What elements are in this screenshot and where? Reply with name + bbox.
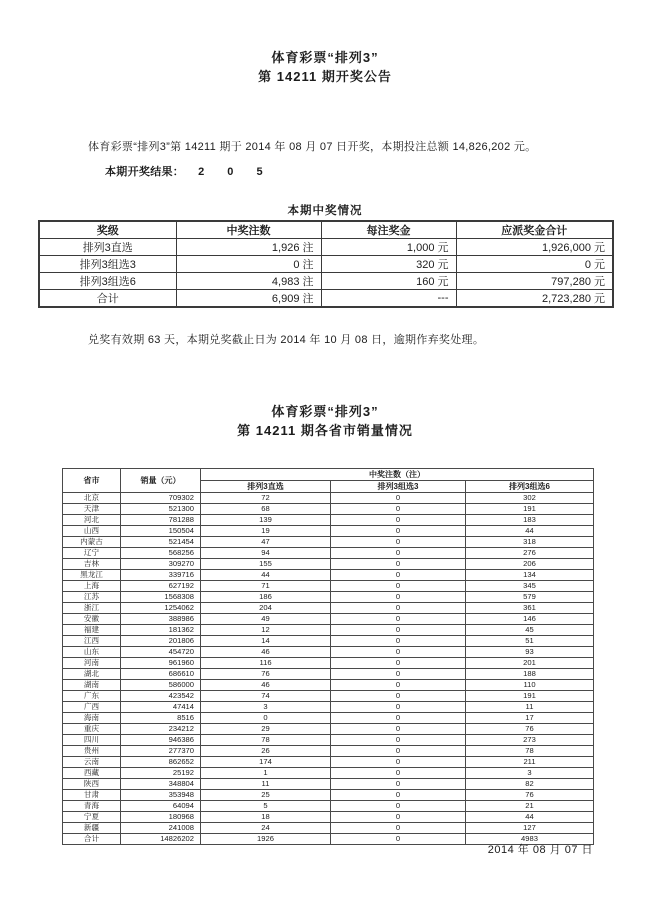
table-row <box>63 581 594 592</box>
draw-result-line <box>105 163 273 179</box>
cell: 0 <box>331 515 466 526</box>
cell: 0 <box>331 834 466 845</box>
cell: 302 <box>466 493 594 504</box>
cell: 6,909 注 <box>176 290 321 308</box>
cell: 0 <box>331 812 466 823</box>
cell: 四川 <box>63 735 121 746</box>
cell: 21 <box>466 801 594 812</box>
cell: 946386 <box>121 735 201 746</box>
cell: 11 <box>466 702 594 713</box>
table-row <box>39 290 613 308</box>
cell: 186 <box>201 592 331 603</box>
table-row <box>63 614 594 625</box>
cell: 174 <box>201 757 331 768</box>
cell: 686610 <box>121 669 201 680</box>
cell: 山东 <box>63 647 121 658</box>
cell: 0 <box>331 713 466 724</box>
cell: 1,000 元 <box>321 239 456 256</box>
cell: 黑龙江 <box>63 570 121 581</box>
cell: 82 <box>466 779 594 790</box>
column-header-win-group: 中奖注数（注） <box>201 469 594 481</box>
cell: 1,926 注 <box>176 239 321 256</box>
cell: 广东 <box>63 691 121 702</box>
cell: 0 <box>331 647 466 658</box>
cell: 146 <box>466 614 594 625</box>
cell: 318 <box>466 537 594 548</box>
cell: 0 <box>331 801 466 812</box>
cell: 贵州 <box>63 746 121 757</box>
cell: 47414 <box>121 702 201 713</box>
announcement-title-line1: 体育彩票“排列3” <box>271 50 379 65</box>
cell: 0 <box>331 702 466 713</box>
cell: 重庆 <box>63 724 121 735</box>
cell: 134 <box>466 570 594 581</box>
cell: 709302 <box>121 493 201 504</box>
cell: 0 <box>331 537 466 548</box>
cell: 14 <box>201 636 331 647</box>
column-header-sales: 销量（元） <box>121 469 201 493</box>
cell: 河北 <box>63 515 121 526</box>
cell: 1254062 <box>121 603 201 614</box>
cell: 0 <box>331 790 466 801</box>
table-row <box>63 768 594 779</box>
cell: 安徽 <box>63 614 121 625</box>
cell: 521300 <box>121 504 201 515</box>
cell: 339716 <box>121 570 201 581</box>
cell: 12 <box>201 625 331 636</box>
cell: 44 <box>466 526 594 537</box>
cell: 广西 <box>63 702 121 713</box>
cell: 353948 <box>121 790 201 801</box>
cell: 586000 <box>121 680 201 691</box>
cell: 4983 <box>466 834 594 845</box>
table-row <box>63 658 594 669</box>
cell: 24 <box>201 823 331 834</box>
cell: 吉林 <box>63 559 121 570</box>
cell: 47 <box>201 537 331 548</box>
cell: 2,723,280 元 <box>456 290 613 308</box>
cell: 110 <box>466 680 594 691</box>
cell: 277370 <box>121 746 201 757</box>
column-header-prize-per-bet: 每注奖金 <box>321 221 456 239</box>
cell: 排列3直选 <box>39 239 176 256</box>
cell: 454720 <box>121 647 201 658</box>
cell: 0 <box>331 669 466 680</box>
cell: 29 <box>201 724 331 735</box>
cell: 4,983 注 <box>176 273 321 290</box>
table-row <box>63 647 594 658</box>
draw-result-value: 2 0 5 <box>198 166 273 178</box>
cell: 45 <box>466 625 594 636</box>
cell: 46 <box>201 680 331 691</box>
table-row <box>63 592 594 603</box>
cell: 甘肃 <box>63 790 121 801</box>
table-row <box>63 537 594 548</box>
cell: 74 <box>201 691 331 702</box>
intro-text: 体育彩票“排列3”第 14211 期于 2014 年 08 月 07 日开奖，本期投注总额 14,826,202 元。 <box>88 141 537 153</box>
cell: 46 <box>201 647 331 658</box>
cell: 新疆 <box>63 823 121 834</box>
cell: 320 元 <box>321 256 456 273</box>
cell: 155 <box>201 559 331 570</box>
table-row <box>39 273 613 290</box>
cell: 福建 <box>63 625 121 636</box>
cell: 8516 <box>121 713 201 724</box>
table-row <box>63 603 594 614</box>
cell: 579 <box>466 592 594 603</box>
cell: 江苏 <box>63 592 121 603</box>
prize-table-caption: 本期中奖情况 <box>287 205 363 217</box>
cell: 191 <box>466 691 594 702</box>
cell: 0 <box>331 581 466 592</box>
cell: 19 <box>201 526 331 537</box>
table-row <box>63 757 594 768</box>
cell: 862652 <box>121 757 201 768</box>
table-row <box>63 691 594 702</box>
table-row <box>63 724 594 735</box>
cell: 云南 <box>63 757 121 768</box>
cell: 49 <box>201 614 331 625</box>
cell: 211 <box>466 757 594 768</box>
cell: 0 <box>331 779 466 790</box>
cell: 浙江 <box>63 603 121 614</box>
cell: 0 <box>331 548 466 559</box>
cell: 191 <box>466 504 594 515</box>
cell: 5 <box>201 801 331 812</box>
table-row <box>63 801 594 812</box>
cell: 961960 <box>121 658 201 669</box>
cell: 76 <box>201 669 331 680</box>
cell: 青海 <box>63 801 121 812</box>
cell: 0 <box>331 570 466 581</box>
table-row <box>63 790 594 801</box>
table-row <box>63 515 594 526</box>
cell: 180968 <box>121 812 201 823</box>
cell: 206 <box>466 559 594 570</box>
cell: 江西 <box>63 636 121 647</box>
cell: 陕西 <box>63 779 121 790</box>
cell: 204 <box>201 603 331 614</box>
table-row <box>63 713 594 724</box>
column-header-zhixuan: 排列3直选 <box>201 481 331 493</box>
cell: 3 <box>466 768 594 779</box>
cell: 1568308 <box>121 592 201 603</box>
cell: 合计 <box>63 834 121 845</box>
cell: 排列3组选6 <box>39 273 176 290</box>
cell: 345 <box>466 581 594 592</box>
cell: 25 <box>201 790 331 801</box>
cell: 201 <box>466 658 594 669</box>
prize-table <box>38 220 614 308</box>
table-row <box>63 559 594 570</box>
cell: 94 <box>201 548 331 559</box>
cell: 71 <box>201 581 331 592</box>
cell: 宁夏 <box>63 812 121 823</box>
cell: 68 <box>201 504 331 515</box>
cell: 273 <box>466 735 594 746</box>
cell: 辽宁 <box>63 548 121 559</box>
cell: 合计 <box>39 290 176 308</box>
cell: 1 <box>201 768 331 779</box>
table-row <box>39 239 613 256</box>
column-header-province: 省市 <box>63 469 121 493</box>
cell: 上海 <box>63 581 121 592</box>
cell: 海南 <box>63 713 121 724</box>
announcement-title-line2: 第 14211 期开奖公告 <box>258 69 392 84</box>
cell: 河南 <box>63 658 121 669</box>
sales-title-line2: 第 14211 期各省市销量情况 <box>237 423 413 438</box>
cell: 0 <box>331 493 466 504</box>
cell: 0 <box>201 713 331 724</box>
table-row <box>63 735 594 746</box>
cell: 76 <box>466 724 594 735</box>
table-row <box>63 548 594 559</box>
cell: 241008 <box>121 823 201 834</box>
cell: 0 <box>331 735 466 746</box>
cell: 25192 <box>121 768 201 779</box>
cell: 93 <box>466 647 594 658</box>
sales-title <box>0 402 650 440</box>
cell: 11 <box>201 779 331 790</box>
cell: 388986 <box>121 614 201 625</box>
cell: 0 <box>331 592 466 603</box>
table-row <box>63 526 594 537</box>
cell: 山西 <box>63 526 121 537</box>
redeem-note: 兑奖有效期 63 天，本期兑奖截止日为 2014 年 10 月 08 日，逾期作弃奖处理。 <box>88 334 485 346</box>
table-row <box>63 680 594 691</box>
cell: 0 <box>331 691 466 702</box>
cell: 26 <box>201 746 331 757</box>
draw-result-label: 本期开奖结果： <box>105 166 185 178</box>
cell: 76 <box>466 790 594 801</box>
cell: 北京 <box>63 493 121 504</box>
cell: 0 <box>331 757 466 768</box>
cell: 348804 <box>121 779 201 790</box>
cell: 1926 <box>201 834 331 845</box>
cell: 0 <box>331 559 466 570</box>
cell: 627192 <box>121 581 201 592</box>
column-header-zuxuan6: 排列3组选6 <box>466 481 594 493</box>
column-header-prize-level: 奖级 <box>39 221 176 239</box>
cell: 天津 <box>63 504 121 515</box>
cell: 排列3组选3 <box>39 256 176 273</box>
cell: 0 <box>331 823 466 834</box>
cell: 201806 <box>121 636 201 647</box>
cell: 17 <box>466 713 594 724</box>
table-row <box>63 570 594 581</box>
cell: 内蒙古 <box>63 537 121 548</box>
cell: 湖北 <box>63 669 121 680</box>
cell: 0 <box>331 625 466 636</box>
cell: 276 <box>466 548 594 559</box>
cell: 183 <box>466 515 594 526</box>
cell: 51 <box>466 636 594 647</box>
cell: 0 <box>331 680 466 691</box>
cell: 78 <box>466 746 594 757</box>
table-row <box>63 625 594 636</box>
cell: 0 注 <box>176 256 321 273</box>
cell: 150504 <box>121 526 201 537</box>
table-row <box>63 702 594 713</box>
cell: 309270 <box>121 559 201 570</box>
cell: 44 <box>466 812 594 823</box>
table-row <box>63 636 594 647</box>
cell: 0 <box>331 768 466 779</box>
cell: 160 元 <box>321 273 456 290</box>
table-row <box>63 823 594 834</box>
sales-table-header-row-1 <box>63 469 594 481</box>
cell: 14826202 <box>121 834 201 845</box>
cell: 64094 <box>121 801 201 812</box>
cell: 0 <box>331 724 466 735</box>
cell: 781288 <box>121 515 201 526</box>
cell: 0 <box>331 636 466 647</box>
cell: 72 <box>201 493 331 504</box>
sales-title-line1: 体育彩票“排列3” <box>271 404 379 419</box>
cell: 0 <box>331 504 466 515</box>
cell: 0 <box>331 658 466 669</box>
table-row <box>63 504 594 515</box>
column-header-winner-count: 中奖注数 <box>176 221 321 239</box>
footer-date: 2014 年 08 月 07 日 <box>487 844 593 856</box>
column-header-total-prize: 应派奖金合计 <box>456 221 613 239</box>
cell: 18 <box>201 812 331 823</box>
cell: 0 <box>331 603 466 614</box>
table-row <box>63 779 594 790</box>
column-header-zuxuan3: 排列3组选3 <box>331 481 466 493</box>
cell: 234212 <box>121 724 201 735</box>
cell: 797,280 元 <box>456 273 613 290</box>
table-row <box>63 746 594 757</box>
cell: 0 元 <box>456 256 613 273</box>
cell: 521454 <box>121 537 201 548</box>
sales-table <box>62 468 594 845</box>
cell: --- <box>321 290 456 308</box>
cell: 1,926,000 元 <box>456 239 613 256</box>
cell: 0 <box>331 526 466 537</box>
cell: 139 <box>201 515 331 526</box>
cell: 湖南 <box>63 680 121 691</box>
cell: 127 <box>466 823 594 834</box>
cell: 0 <box>331 746 466 757</box>
cell: 116 <box>201 658 331 669</box>
cell: 44 <box>201 570 331 581</box>
cell: 568256 <box>121 548 201 559</box>
cell: 361 <box>466 603 594 614</box>
cell: 188 <box>466 669 594 680</box>
cell: 西藏 <box>63 768 121 779</box>
table-row <box>63 493 594 504</box>
table-row <box>39 256 613 273</box>
cell: 181362 <box>121 625 201 636</box>
cell: 0 <box>331 614 466 625</box>
cell: 3 <box>201 702 331 713</box>
table-row <box>63 812 594 823</box>
table-row <box>63 669 594 680</box>
cell: 423542 <box>121 691 201 702</box>
prize-table-header-row <box>39 221 613 239</box>
cell: 78 <box>201 735 331 746</box>
announcement-title <box>0 48 650 86</box>
